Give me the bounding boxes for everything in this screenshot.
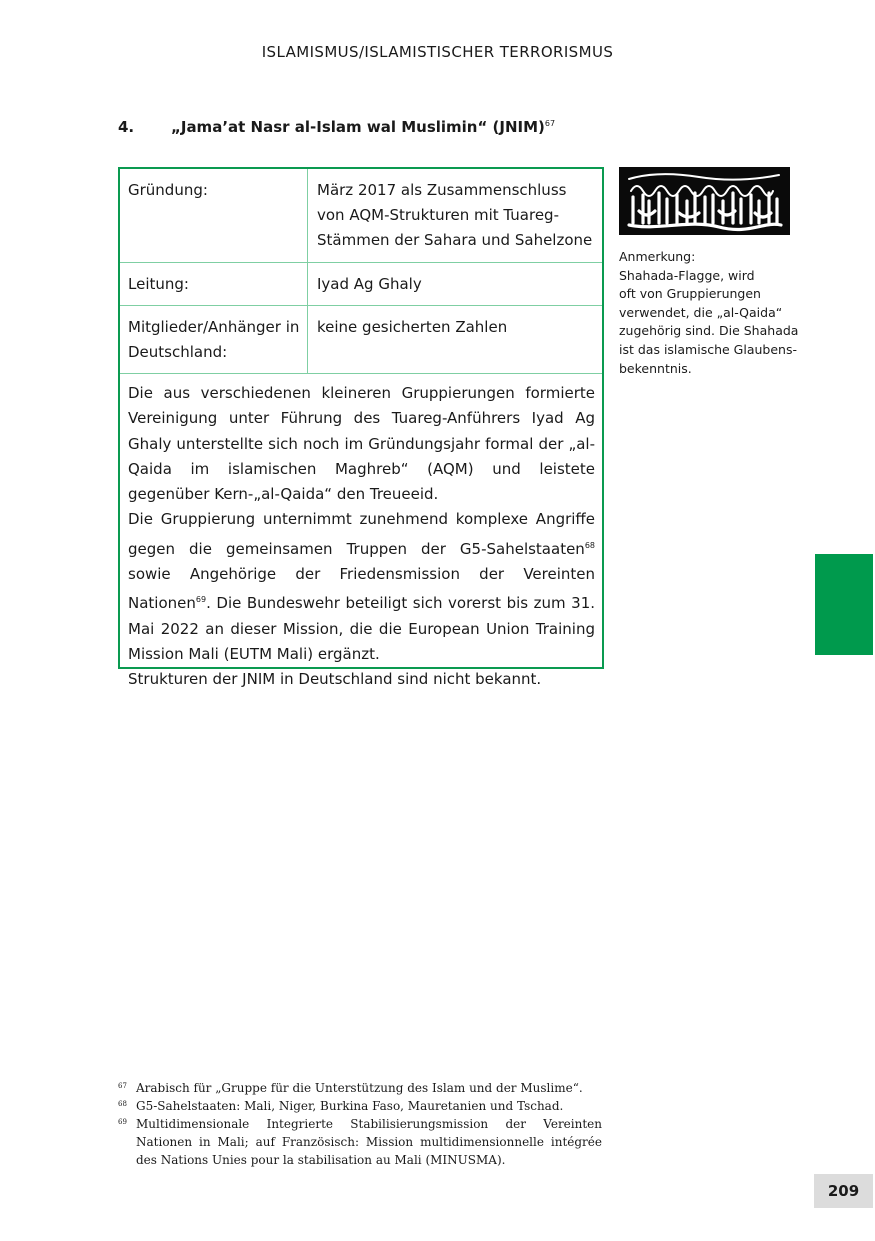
shahada-flag-icon <box>619 167 790 235</box>
note-line: bekenntnis. <box>619 360 692 376</box>
row-label: Leitung: <box>128 275 189 293</box>
footnote-68 <box>118 1097 602 1115</box>
row-label: Mitglieder/Anhänger in Deutschland: <box>128 318 300 361</box>
column-divider <box>307 306 308 373</box>
section-heading <box>118 118 555 136</box>
column-divider <box>307 263 308 305</box>
footnote-67 <box>118 1079 602 1097</box>
table-row-leitung <box>120 263 602 306</box>
note-line: Shahada-Flagge, wird <box>619 267 755 283</box>
table-row-mitglieder <box>120 306 602 374</box>
footnote-69 <box>118 1115 602 1169</box>
row-label: Gründung: <box>128 181 208 199</box>
footnote-text: Multidimensionale Integrierte Stabilisierungsmission der Vereinten Nationen in Mali; auf Französisch: Mission multidimensionnelle intégrée des Nations Unies pour la stabilisation au Mali (MINUSMA). <box>136 1117 602 1167</box>
row-value: Iyad Ag Ghaly <box>317 275 422 293</box>
footnote-text: Arabisch für „Gruppe für die Unterstützung des Islam und der Muslime“. <box>136 1081 583 1095</box>
note-line: oft von Gruppierungen <box>619 286 761 302</box>
note-line: zugehörig sind. Die Shahada <box>619 323 799 339</box>
row-value: März 2017 als Zusammenschluss von AQM-Strukturen mit Tuareg-Stämmen der Sahara und Sahelzone <box>317 181 593 249</box>
description-text: Die Gruppierung unternimmt zunehmend komplexe Angriffe gegen die gemeinsamen Truppen der G5-Sahelstaaten <box>128 510 595 558</box>
note-line: ist das islamische Glaubens- <box>619 341 797 357</box>
table-row-gruendung <box>120 169 602 263</box>
page-number: 209 <box>814 1174 873 1208</box>
note-line: verwendet, die „al-Qaida“ <box>619 304 783 320</box>
row-value: keine gesicherten Zahlen <box>317 318 508 336</box>
table-description <box>128 381 595 693</box>
description-paragraph: Strukturen der JNIM in Deutschland sind nicht bekannt. <box>128 670 542 689</box>
shahada-flag-image <box>619 167 790 235</box>
footnote-number: 68 <box>118 1100 127 1108</box>
running-head: ISLAMISMUS/ISLAMISTISCHER TERRORISMUS <box>261 43 614 61</box>
footnote-number: 69 <box>118 1118 127 1126</box>
footnote-text: G5-Sahelstaaten: Mali, Niger, Burkina Faso, Mauretanien und Tschad. <box>136 1099 564 1113</box>
column-divider <box>307 169 308 262</box>
section-title: „Jama’at Nasr al-Islam wal Muslimin“ (JNIM) <box>171 118 545 136</box>
footnote-ref-67[interactable]: 67 <box>544 119 556 128</box>
flag-note <box>619 248 799 378</box>
footnote-ref-69[interactable]: 69 <box>195 595 207 605</box>
info-table <box>118 167 604 689</box>
description-text: sowie Angehörige der Friedensmission der Vereinten Nationen <box>128 565 595 613</box>
section-number: 4. <box>118 118 135 136</box>
footnotes <box>118 1079 602 1169</box>
description-paragraph: Die aus verschiedenen kleineren Gruppierungen formierte Vereinigung unter Führung des Tuareg-Anführers Iyad Ag Ghaly unterstellte sich noch im Gründungsjahr formal der „al-Qaida im islamischen Maghreb“ (AQM) und leistete gegenüber Kern-„al-Qaida“ den Treueeid. <box>128 384 595 504</box>
chapter-side-tab <box>815 554 873 655</box>
note-line: Anmerkung: <box>619 249 696 264</box>
description-text: . Die Bundeswehr beteiligt sich vorerst bis zum 31. Mai 2022 an dieser Mission, die die European Union Training Mission Mali (EUTM Mali) ergänzt. <box>128 594 595 663</box>
footnote-ref-68[interactable]: 68 <box>584 540 595 550</box>
description-paragraph <box>128 507 595 667</box>
footnote-number: 67 <box>118 1082 127 1090</box>
